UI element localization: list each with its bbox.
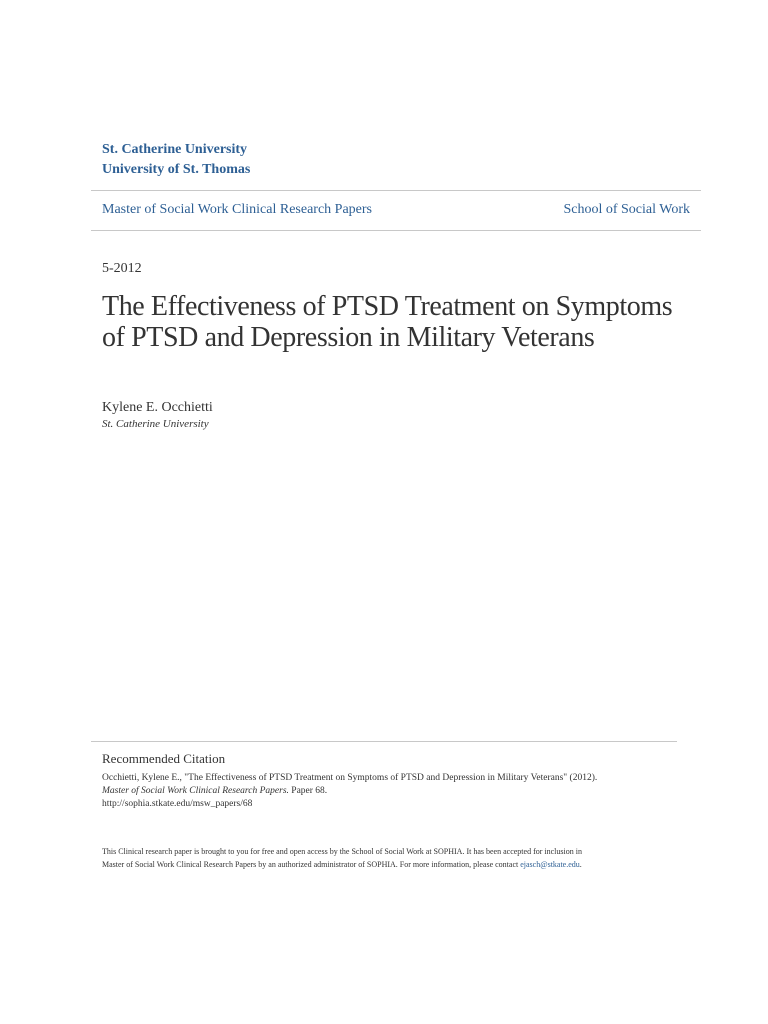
collection-divider xyxy=(91,230,701,231)
recommended-citation xyxy=(102,751,682,811)
citation-heading: Recommended Citation xyxy=(102,751,226,766)
school-link[interactable]: School of Social Work xyxy=(563,202,690,217)
author-name: Kylene E. Occhietti xyxy=(102,400,213,415)
citation-divider xyxy=(91,741,677,742)
access-note-text: Master of Social Work Clinical Research Papers by an authorized administrator of SOPHIA. For more information, please contact xyxy=(102,860,521,869)
contact-email-link[interactable]: ejasch@stkate.edu xyxy=(520,860,580,869)
paper-title: The Effectiveness of PTSD Treatment on Symptoms of PTSD and Depression in Military Veterans xyxy=(102,291,673,353)
citation-paper-number: Paper 68. xyxy=(288,786,328,796)
citation-series: Master of Social Work Clinical Research Papers. xyxy=(102,786,289,796)
institution-block xyxy=(102,140,250,180)
access-note-line1: This Clinical research paper is brought to you for free and open access by the School of Social Work at SOPHIA. It has been accepted for inclusion in xyxy=(102,847,582,856)
institution-link-st-catherine[interactable]: St. Catherine University xyxy=(102,142,248,157)
institution-link-st-thomas[interactable]: University of St. Thomas xyxy=(102,162,251,177)
access-note xyxy=(102,845,702,871)
access-note-line2 xyxy=(102,858,702,871)
access-note-period: . xyxy=(579,860,582,869)
top-divider xyxy=(91,190,701,191)
citation-source xyxy=(102,785,682,798)
citation-text: Occhietti, Kylene E., "The Effectiveness of PTSD Treatment on Symptoms of PTSD and Depression in Military Veterans" (2012). xyxy=(102,773,598,783)
series-link[interactable]: Master of Social Work Clinical Research Papers xyxy=(102,202,372,217)
publication-date: 5-2012 xyxy=(102,261,142,276)
citation-url: http://sophia.stkate.edu/msw_papers/68 xyxy=(102,799,253,809)
author-affiliation: St. Catherine University xyxy=(102,418,209,430)
